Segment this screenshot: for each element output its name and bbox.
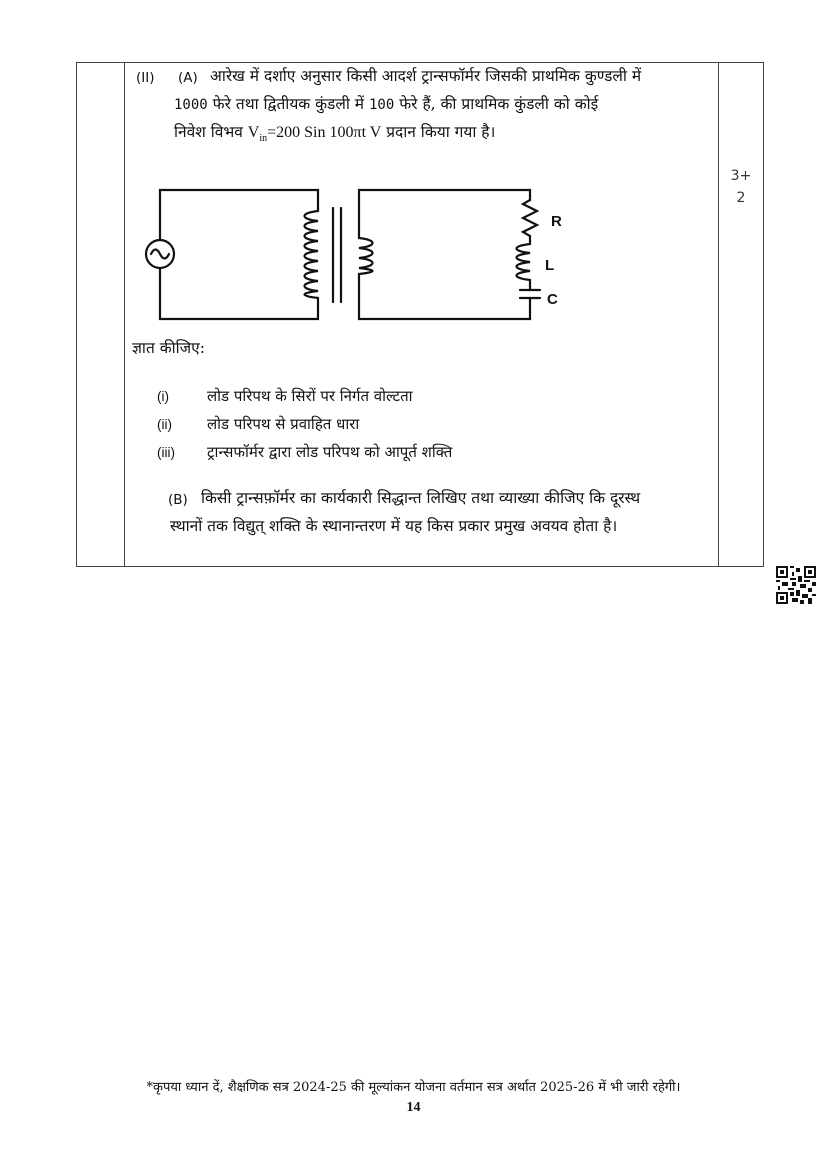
resistor-icon bbox=[523, 200, 537, 244]
serial-column-divider bbox=[124, 63, 125, 566]
question-b-line-2: स्थानों तक विद्युत् शक्ति के स्थानान्तरण में यह किस प्रकार प्रमुख अवयव होता है। bbox=[170, 517, 618, 535]
marks-line-2: 2 bbox=[736, 190, 746, 206]
list-item-number: (i) bbox=[157, 389, 169, 404]
secondary-coil-icon bbox=[359, 238, 373, 274]
primary-wire-bottom bbox=[160, 268, 318, 319]
inductor-label: L bbox=[545, 257, 555, 274]
input-voltage-symbol: V bbox=[247, 124, 260, 141]
marks-cell bbox=[726, 165, 756, 209]
list-item-text: लोड परिपथ से प्रवाहित धारा bbox=[207, 415, 360, 433]
page-number: 14 bbox=[406, 1100, 421, 1115]
list-item-text: लोड परिपथ के सिरों पर निर्गत वोल्टता bbox=[207, 387, 413, 405]
input-voltage-subscript: in bbox=[259, 133, 268, 145]
footer-note: *कृपया ध्यान दें, शैक्षणिक सत्र 2024-25 की मूल्यांकन योजना वर्तमान सत्र अर्थात 2025-26 में भी जारी रहेगी। bbox=[146, 1080, 681, 1095]
secondary-wire-bottom bbox=[359, 274, 530, 319]
sub-question-a-label: (A) bbox=[178, 70, 198, 86]
part-label: (II) bbox=[136, 70, 155, 86]
sine-wave-icon bbox=[151, 250, 169, 259]
primary-coil-icon bbox=[305, 211, 319, 298]
capacitor-label: C bbox=[547, 291, 558, 308]
line3-text-c: प्रदान किया गया है। bbox=[381, 123, 496, 141]
question-a-line-3 bbox=[174, 119, 495, 152]
input-voltage-expression: =200 Sin 100πt V bbox=[267, 124, 382, 141]
line2-text-a: फेरे तथा द्वितीयक कुंडली में bbox=[207, 95, 369, 113]
sub-question-b-label: (B) bbox=[168, 492, 188, 508]
find-label: ज्ञात कीजिए: bbox=[132, 339, 205, 357]
inductor-icon bbox=[517, 244, 531, 290]
list-item bbox=[157, 442, 452, 462]
list-item bbox=[157, 414, 359, 434]
list-item bbox=[157, 386, 413, 406]
transformer-circuit-diagram bbox=[140, 180, 580, 330]
list-item-number: (ii) bbox=[157, 417, 172, 432]
line3-text-a: निवेश विभव bbox=[174, 123, 248, 141]
question-a-line-1: आरेख में दर्शाए अनुसार किसी आदर्श ट्रान्सफॉर्मर जिसकी प्राथमिक कुण्डली में bbox=[210, 67, 642, 85]
qr-code-icon bbox=[776, 566, 816, 604]
question-a-line-2 bbox=[174, 91, 598, 119]
marks-line-1: 3+ bbox=[730, 168, 752, 184]
resistor-label: R bbox=[551, 213, 562, 230]
marks-column-divider bbox=[718, 63, 719, 566]
primary-turns: 1000 bbox=[174, 97, 208, 113]
secondary-turns: 100 bbox=[369, 97, 395, 113]
line2-text-b: फेरे हैं, की प्राथमिक कुंडली को कोई bbox=[394, 95, 599, 113]
primary-wire-top bbox=[160, 190, 318, 240]
list-item-number: (iii) bbox=[157, 445, 175, 460]
question-b-line-1: किसी ट्रान्सफ़ॉर्मर का कार्यकारी सिद्धान्त लिखिए तथा व्याख्या कीजिए कि दूरस्थ bbox=[201, 489, 641, 507]
list-item-text: ट्रान्सफॉर्मर द्वारा लोड परिपथ को आपूर्त शक्ति bbox=[207, 443, 453, 461]
secondary-wire-top bbox=[359, 190, 530, 238]
